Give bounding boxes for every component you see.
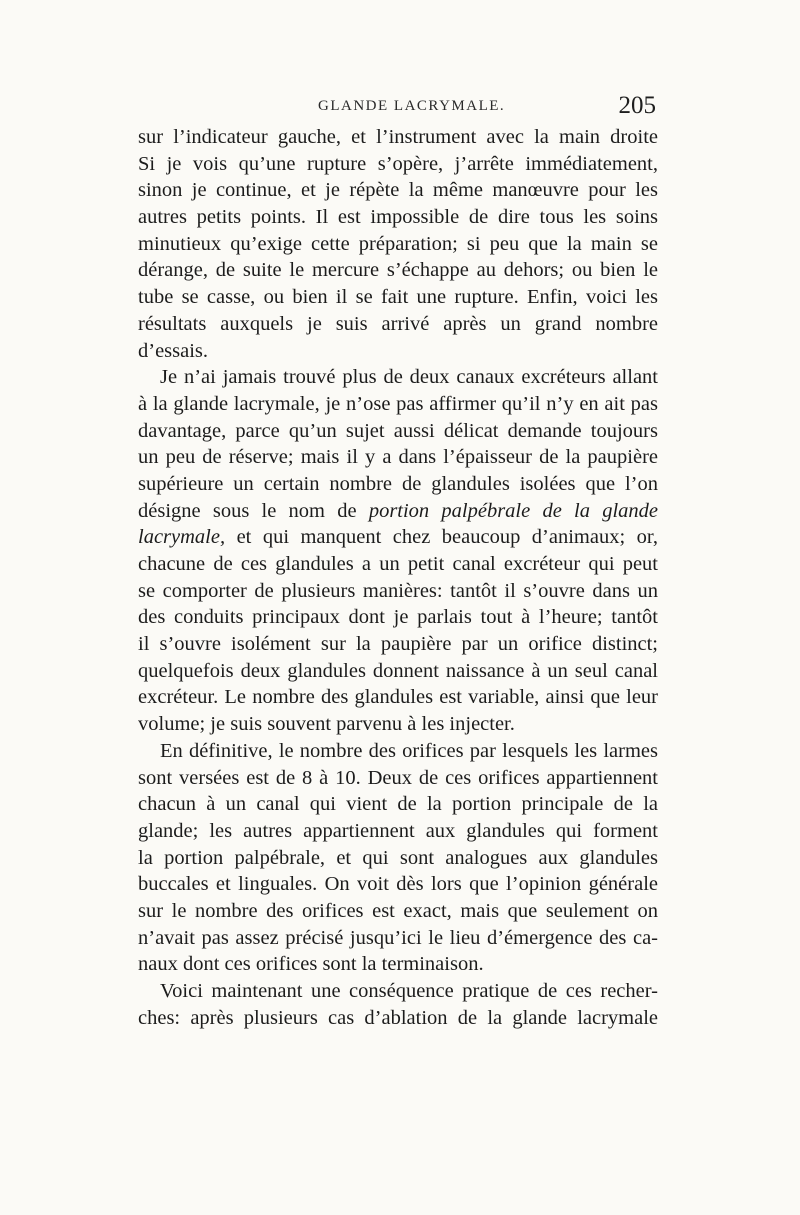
text-line: glande; les autres appartiennent aux glandules qui forment bbox=[138, 819, 658, 842]
text-line: chacune de ces glandules a un petit canal excréteur qui peut bbox=[138, 553, 658, 575]
text-line: chacun à un canal qui vient de la portion principale de la bbox=[138, 793, 658, 816]
text-run: et qui manquent chez beaucoup d’animaux; or, bbox=[225, 526, 658, 549]
running-title: GLANDE LACRYMALE. bbox=[318, 98, 506, 114]
text-line: un peu de réserve; mais il y a dans l’épaisseur de la paupière bbox=[138, 446, 658, 469]
text-line: d’essais. bbox=[138, 339, 209, 362]
text-line: En définitive, le nombre des orifices par lesquels les larmes bbox=[160, 739, 658, 762]
text-line: n’avait pas assez précisé jusqu’ici le lieu d’émergence des ca- bbox=[138, 926, 658, 949]
text-line: se comporter de plusieurs manières: tantôt il s’ouvre dans un bbox=[138, 579, 658, 602]
text-line bbox=[138, 498, 658, 525]
text-line: des conduits principaux dont je parlais tout à l’heure; tantôt bbox=[138, 606, 658, 629]
text-line: sur l’indicateur gauche, et l’instrument avec la main droite bbox=[138, 126, 658, 148]
text-line: dérange, de suite le mercure s’échappe au dehors; ou bien le bbox=[138, 259, 658, 282]
text-line: sinon je continue, et je répète la même manœuvre pour les bbox=[138, 179, 658, 202]
text-line: excréteur. Le nombre des glandules est variable, ainsi que leur bbox=[138, 686, 658, 709]
page-header bbox=[138, 92, 658, 126]
text-line: naux dont ces orifices sont la terminaison. bbox=[138, 953, 484, 976]
page-number: 205 bbox=[618, 92, 656, 119]
text-line: Voici maintenant une conséquence pratique de ces recher- bbox=[160, 980, 658, 1002]
italic-term: lacrymale, bbox=[138, 526, 226, 549]
text-line: résultats auxquels je suis arrivé après un grand nombre bbox=[138, 312, 658, 335]
text-line: minutieux qu’exige cette préparation; si peu que la main se bbox=[138, 232, 658, 255]
text-run: désigne sous le nom de bbox=[138, 499, 369, 522]
text-line: supérieure un certain nombre de glandules isolées que l’on bbox=[138, 472, 658, 495]
text-line bbox=[138, 524, 658, 551]
body-text bbox=[138, 124, 658, 1031]
text-line: autres petits points. Il est impossible de dire tous les soins bbox=[138, 206, 658, 229]
text-line: quelquefois deux glandules donnent naissance à un seul canal bbox=[138, 659, 658, 682]
text-line: tube se casse, ou bien il se fait une rupture. Enfin, voici les bbox=[138, 286, 658, 309]
text-line: il s’ouvre isolément sur la paupière par un orifice distinct; bbox=[138, 633, 658, 656]
text-line: Je n’ai jamais trouvé plus de deux canaux excréteurs allant bbox=[160, 366, 658, 389]
text-line: à la glande lacrymale, je n’ose pas affirmer qu’il n’y en ait pas bbox=[138, 392, 658, 415]
text-line: la portion palpébrale, et qui sont analogues aux glandules bbox=[138, 846, 658, 869]
text-line: davantage, parce qu’un sujet aussi délicat demande toujours bbox=[138, 419, 658, 442]
text-line: ches: après plusieurs cas d’ablation de la glande lacrymale bbox=[138, 1006, 658, 1029]
text-line: buccales et linguales. On voit dès lors que l’opinion générale bbox=[138, 873, 658, 896]
italic-term: portion palpébrale de la glande bbox=[368, 499, 658, 522]
text-line: Si je vois qu’une rupture s’opère, j’arrête immédiatement, bbox=[138, 152, 658, 175]
text-line: sont versées est de 8 à 10. Deux de ces orifices appartiennent bbox=[138, 766, 658, 789]
text-line: sur le nombre des orifices est exact, mais que seulement on bbox=[138, 899, 658, 922]
text-line: volume; je suis souvent parvenu à les injecter. bbox=[138, 713, 515, 736]
